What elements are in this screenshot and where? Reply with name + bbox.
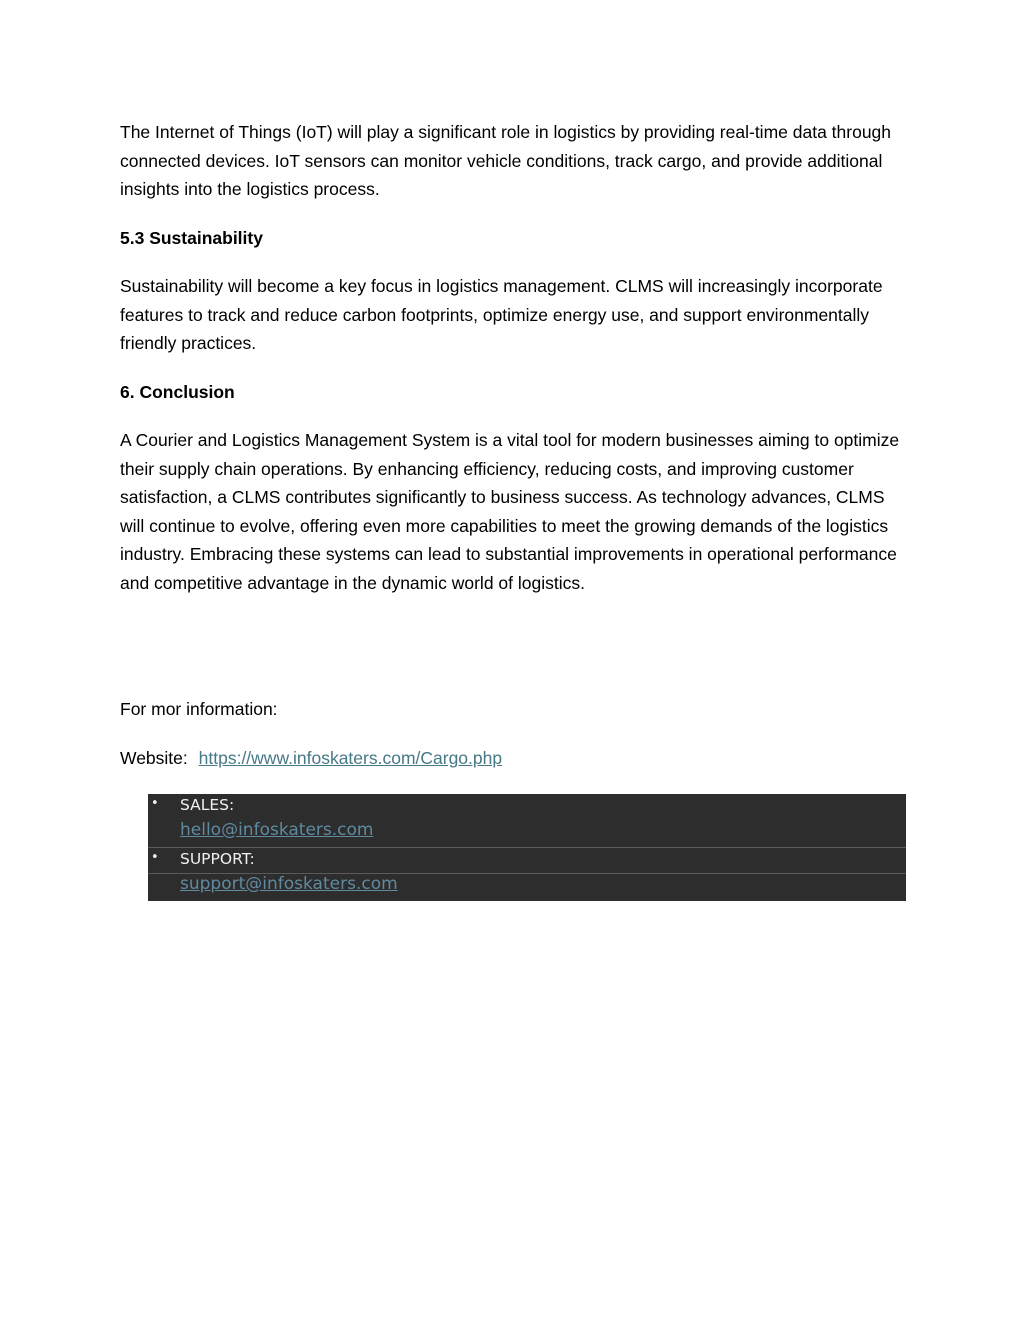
- sustainability-heading: 5.3 Sustainability: [120, 228, 263, 248]
- website-link[interactable]: https://www.infoskaters.com/Cargo.php: [198, 748, 503, 768]
- bullet-icon: •: [151, 796, 159, 811]
- contact-list: [148, 794, 906, 901]
- website-line: [120, 744, 502, 772]
- sustainability-paragraph: Sustainability will become a key focus in logistics management. CLMS will increasingly incorporate features to track and reduce carbon footprints, optimize energy use, and support environmentally friendly practices.: [120, 276, 883, 354]
- contact-item-support: [148, 848, 906, 873]
- contact-item-sales: [148, 794, 906, 847]
- bullet-icon: •: [151, 850, 159, 865]
- support-label: SUPPORT:: [180, 850, 255, 868]
- sales-label: SALES:: [180, 796, 235, 814]
- sales-email-link[interactable]: hello@infoskaters.com: [180, 820, 374, 840]
- support-email-link[interactable]: support@infoskaters.com: [180, 874, 398, 894]
- conclusion-heading: 6. Conclusion: [120, 382, 235, 402]
- contact-item-support-email: [148, 874, 906, 901]
- more-info-label: For mor information:: [120, 699, 278, 719]
- conclusion-paragraph: A Courier and Logistics Management System is a vital tool for modern businesses aiming to optimize their supply chain operations. By enhancing efficiency, reducing costs, and improving customer satisfaction, a CLMS contributes significantly to business success. As technology advances, CLMS will continue to evolve, offering even more capabilities to meet the growing demands of the logistics industry. Embracing these systems can lead to substantial improvements in operational performance and competitive advantage in the dynamic world of logistics.: [120, 430, 900, 593]
- iot-paragraph: The Internet of Things (IoT) will play a significant role in logistics by providing real-time data through connected devices. IoT sensors can monitor vehicle conditions, track cargo, and provide additional insights into the logistics process.: [120, 122, 892, 200]
- website-label: Website:: [120, 748, 188, 768]
